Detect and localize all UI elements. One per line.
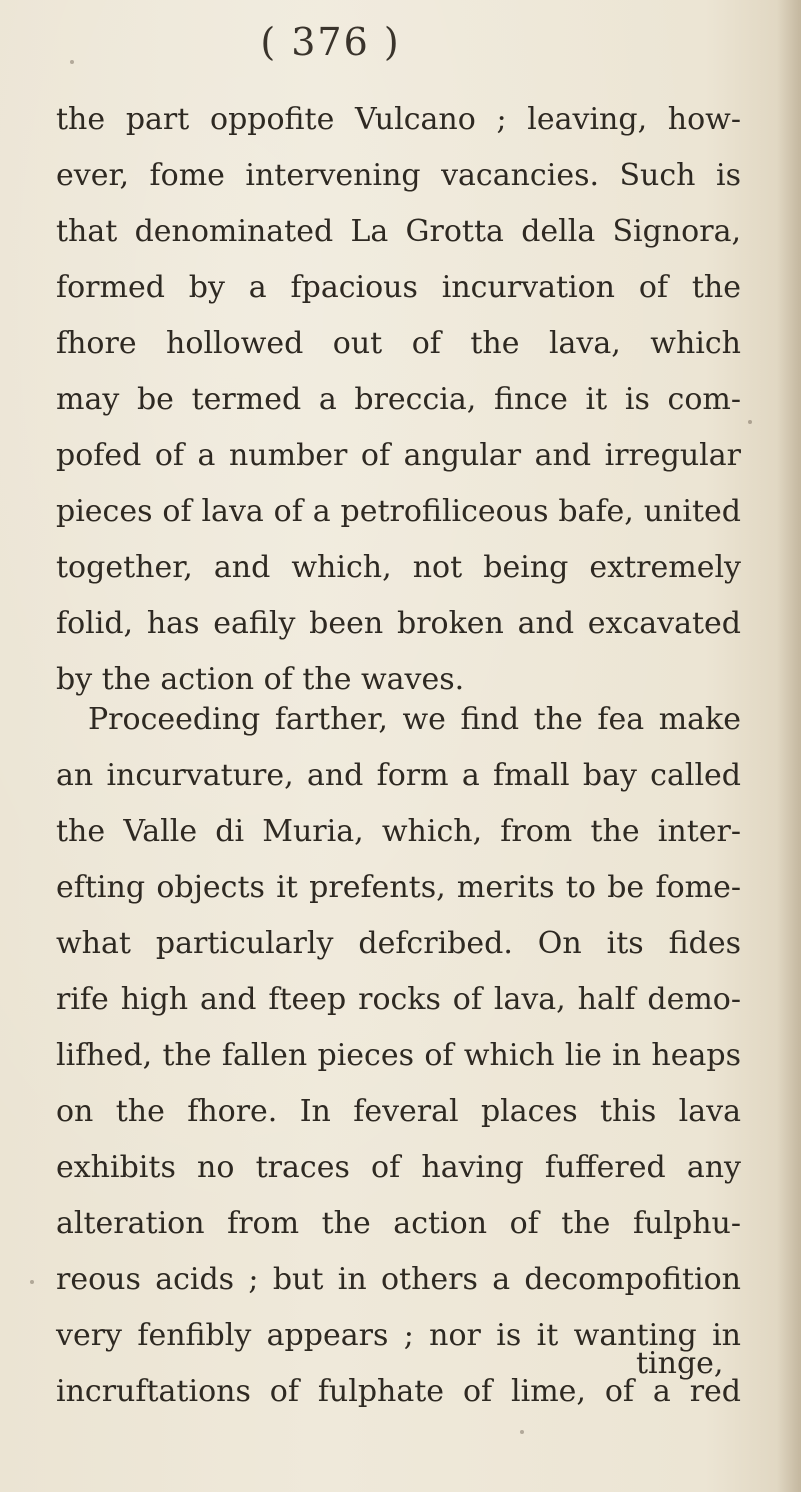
paper-speck bbox=[70, 60, 74, 64]
paragraph-1 bbox=[56, 92, 741, 708]
paper-speck bbox=[30, 1280, 34, 1284]
text-line: pieces of lava of a petrofiliceous bafe, united bbox=[56, 494, 741, 529]
page-edge-shadow bbox=[777, 0, 801, 1492]
text-line: exhibits no traces of having fuffered any bbox=[56, 1150, 741, 1185]
text-line: formed by a fpacious incurvation of the bbox=[56, 270, 741, 305]
text-line: the Valle di Muria, which, from the inter- bbox=[56, 814, 741, 849]
text-line: ever, fome intervening vacancies. Such is bbox=[56, 158, 741, 193]
catchword: tinge, bbox=[636, 1346, 724, 1381]
text-line: on the fhore. In feveral places this lava bbox=[56, 1094, 741, 1129]
text-line: fhore hollowed out of the lava, which bbox=[56, 326, 741, 361]
text-line: rife high and fteep rocks of lava, half demo- bbox=[56, 982, 741, 1017]
text-line: alteration from the action of the fulphu- bbox=[56, 1206, 741, 1241]
paper-speck bbox=[748, 420, 752, 424]
text-line: efting objects it prefents, merits to be fome- bbox=[56, 870, 741, 905]
text-line: Proceeding farther, we find the fea make bbox=[88, 702, 741, 737]
text-line: together, and which, not being extremely bbox=[56, 550, 741, 585]
text-line: may be termed a breccia, fince it is com- bbox=[56, 382, 741, 417]
text-line: that denominated La Grotta della Signora, bbox=[56, 214, 741, 249]
text-line: incruftations of fulphate of lime, of a red bbox=[56, 1374, 741, 1409]
text-line: lifhed, the fallen pieces of which lie in heaps bbox=[56, 1038, 741, 1073]
page-number: ( 376 ) bbox=[260, 20, 401, 64]
text-line: pofed of a number of angular and irregular bbox=[56, 438, 741, 473]
paper-speck bbox=[520, 1430, 524, 1434]
text-line: reous acids ; but in others a decompofition bbox=[56, 1262, 741, 1297]
text-line: by the action of the waves. bbox=[56, 662, 465, 697]
text-line: folid, has eafily been broken and excavated bbox=[56, 606, 741, 641]
text-line: what particularly defcribed. On its fides bbox=[56, 926, 741, 961]
text-line: an incurvature, and form a fmall bay called bbox=[56, 758, 741, 793]
paragraph-2 bbox=[56, 692, 741, 1420]
text-line: the part oppofite Vulcano ; leaving, how- bbox=[56, 102, 741, 137]
text-line: very fenfibly appears ; nor is it wanting in bbox=[56, 1318, 741, 1353]
